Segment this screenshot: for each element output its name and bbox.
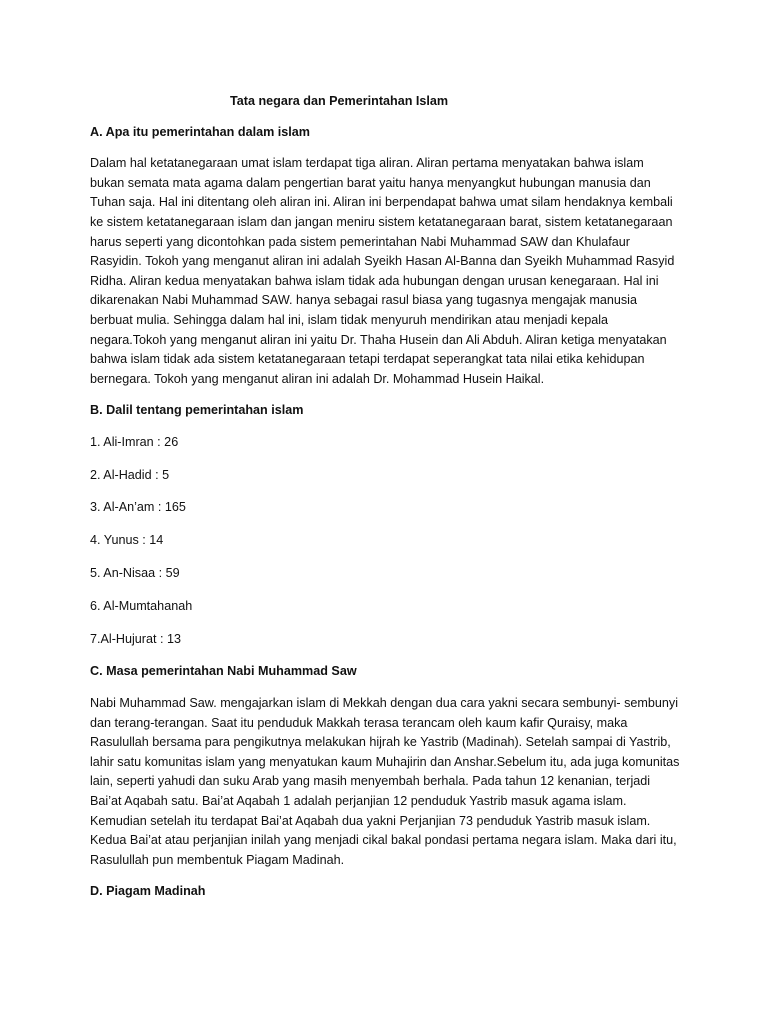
dalil-list [90, 433, 680, 649]
dalil-item: 6. Al-Mumtahanah [90, 598, 193, 613]
dalil-item: 1. Ali-Imran : 26 [90, 434, 179, 449]
dalil-item: 2. Al-Hadid : 5 [90, 467, 170, 482]
document-body [90, 92, 680, 914]
section-b-heading: B. Dalil tentang pemerintahan islam [90, 403, 304, 418]
section-a-heading: A. Apa itu pemerintahan dalam islam [90, 124, 310, 139]
dalil-item: 4. Yunus : 14 [90, 533, 164, 548]
dalil-item: 3. Al-An’am : 165 [90, 500, 186, 515]
section-d-heading: D. Piagam Madinah [90, 884, 206, 899]
section-c-heading: C. Masa pemerintahan Nabi Muhammad Saw [90, 664, 357, 679]
section-a-paragraph: Dalam hal ketatanegaraan umat islam terdapat tiga aliran. Aliran pertama menyatakan bahwa islam bukan semata mata agama dalam pengertian barat yaitu hanya menyangkut hubungan manusia dan Tuhan saja. Hal ini ditentang oleh aliran ini. Aliran ini berpendapat bahwa umat silam hendaknya kembali ke sistem ketatanegaraan islam dan jangan meniru sistem ketatanegaraan barat, sistem ketatanegaraan harus seperti yang dicontohkan pada sistem pemerintahan Nabi Muhammad SAW dan Khulafaur Rasyidin. Tokoh yang menganut aliran ini adalah Syeikh Hasan Al-Banna dan Syeikh Muhammad Rasyid Ridha. Aliran kedua menyatakan bahwa islam tidak ada hubungan dengan urusan kenegaraan. Hal ini dikarenakan Nabi Muhammad SAW. hanya sebagai rasul biasa yang tugasnya mengajak manusia berbuat mulia. Sehingga dalam hal ini, islam tidak menyuruh mendirikan atau menjadi kepala negara.Tokoh yang menganut aliran ini yaitu Dr. Thaha Husein dan Ali Abduh. Aliran ketiga menyatakan bahwa islam tidak ada sistem ketatanegaraan tetapi terdapat seperangkat tata nilai etika kehidupan bernegara. Tokoh yang menganut aliran ini adalah Dr. Mohammad Husein Haikal. [90, 156, 675, 386]
dalil-item: 5. An-Nisaa : 59 [90, 566, 180, 581]
section-c-paragraph: Nabi Muhammad Saw. mengajarkan islam di Mekkah dengan dua cara yakni secara sembunyi- sembunyi dan terang-terangan. Saat itu penduduk Makkah terasa terancam oleh kaum kafir Quraisy, maka Rasulullah bersama para pengikutnya melakukan hijrah ke Yastrib (Madinah). Setelah sampai di Yastrib, lahir satu komunitas islam yang menyatukan kaum Muhajirin dan Anshar.Sebelum itu, ada juga komunitas lain, seperti yahudi dan suku Arab yang masih menyembah berhala. Pada tahun 12 kenanian, terjadi Bai’at Aqabah satu. Bai’at Aqabah 1 adalah perjanjian 12 penduduk Yastrib masuk agama islam. Kemudian setelah itu terdapat Bai’at Aqabah dua yakni Perjanjian 73 penduduk Yastrib masuk islam. Kedua Bai’at atau perjanjian inilah yang menjadi cikal bakal pondasi pertama negara islam. Maka dari itu, Rasulullah pun membentuk Piagam Madinah. [90, 695, 680, 867]
dalil-item: 7.Al-Hujurat : 13 [90, 631, 181, 646]
document-title: Tata negara dan Pemerintahan Islam [230, 94, 449, 108]
